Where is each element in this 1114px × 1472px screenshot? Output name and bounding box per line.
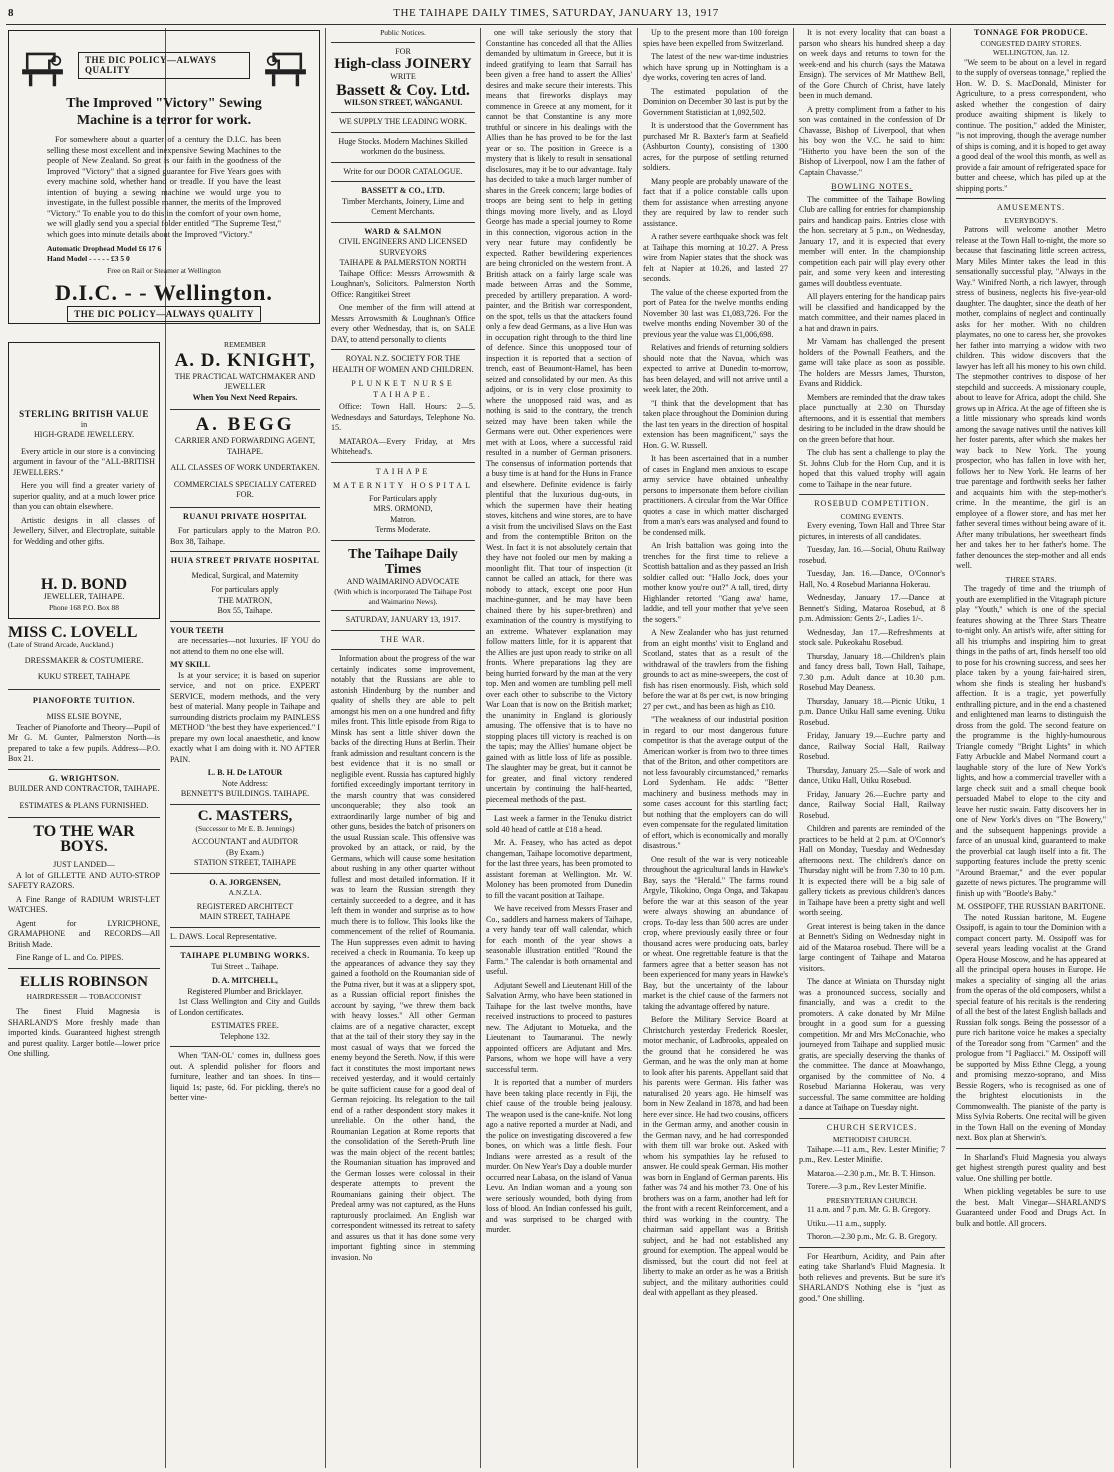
article-text: An Irish battalion was going into the trenches for the first time to relieve a Scottish battalion and as they passed an Irish soldier called out: "Hallo Jock, does your mother know you're out?" A tall, tired, dirty Highlander retorted "Gang awa' hame, laddie, and tell your mother that ye've seen the sogers." — [643, 541, 788, 624]
article-text: The value of the cheese exported from the port of Patea for the twelve months ending November 30 last was £1,083,726. For the twelve months ending November 30 of the previous year the value was £1,006,698. — [643, 287, 788, 339]
daws-representative: L. DAWS. Local Representative. — [170, 931, 277, 941]
bassett2-trade: Timber Merchants, Joinery, Lime and Cement Merchants. — [342, 196, 464, 216]
rosebud-event: Thursday, January 25.—Sale of work and dance, Utiku Hall, Utiku Rosebud. — [799, 765, 945, 785]
warboys-item: Fine Range of L. and Co. PIPES. — [16, 953, 124, 962]
column-3 — [331, 28, 475, 1468]
warboys-item: A lot of GILLETTE AND AUTO-STROP SAFETY RAZORS. — [8, 870, 160, 890]
article-text: One result of the war is very noticeable throughout the agricultural lands in Hawke's Bay, says the "Herald." The farms round Argyle, Tikokino, Onga Onga, and Takapau before the war at this season of the year were always showing an abundance of crops. To-day less than 500 acres are under crop, where previously easily three or four thousand acres were producing oats, barley or wheat. One regrettable feature is that the farmers agree that a better season has not been experienced for many years in Hawke's Bay, but the uncertainty of the labour market is the chief cause of the farmers not taking the advantage offered by nature. — [643, 854, 788, 1011]
article-text: Many people are probably unaware of the fact that if a police constable calls upon them for assistance when arresting anyone they are required by law to render such assistance. — [643, 176, 788, 228]
article-text: A pretty compliment from a father to his son was contained in the confession of Dr Chavasse, Bishop of Liverpool, that when his boy won the V.C. he said to him: "Hitherto you have been the son of the Bishop of Liverpool, now I am the father of Captain Chavasse." — [799, 104, 945, 177]
ruanui-heading: RUANUI PRIVATE HOSPITAL — [183, 511, 307, 521]
bowling-text: The committee of the Taihape Bowling Club are calling for entries for championship pairs and handicap pairs. Entries close with the hon. secretary at 5 p.m., on Wednesday, January 17, and it is expected that every member will enter. In the championship competition each pair will play every other pair, and some very keen and interesting games will doubtless eventuate. — [799, 194, 945, 288]
bassett2-name: BASSETT & CO., LTD. — [361, 186, 445, 195]
ward-salmon-name: WARD & SALMON — [364, 226, 442, 236]
column-1 — [8, 340, 160, 1468]
bond-in: in — [80, 419, 88, 429]
sewing-machine-icon — [17, 41, 68, 89]
jorgensen-anzia: A.N.Z.I.A. — [228, 888, 262, 897]
rosebud-event: Friday, January 19.—Euchre party and dance, Railway Social Hall, Railway Rosebud. — [799, 731, 945, 761]
bond-trade: JEWELLER, TAIHAPE. — [43, 592, 125, 601]
ellis-name: ELLIS ROBINSON — [20, 973, 148, 990]
ellis-text: The finest Fluid Magnesia is SHARLAND'S More freshly made than imported kinds. Guaranteed highest strength and purest quality. Larger bottle—lower price One shilling. — [8, 1007, 160, 1058]
jorgensen-name: O. A. JORGENSEN, — [209, 877, 281, 887]
dic-policy-label: THE DIC POLICY—ALWAYS QUALITY — [78, 52, 250, 79]
article-text: It is reported that a number of murders have been taking place recently in Fiji, the chief cause of the trouble being jealousy. The weapon used is the cane-knife. Not long ago a native reported a murder at Nadi, and the police on investigating discovered a few bones, on which was a little flesh. Four Indians were arrested as a result of the murder. On New Year's Day a double murder occurred near Labasa, on the island of Vanua Levu. An Indian woman and a young son were seriously wounded, both dying from loss of blood. An Indian confessed his guilt, and was surprised to be charged with murder. — [486, 1078, 632, 1234]
bowling-text: Mr Varnam has challenged the present holders of the Pownall Feathers, and the game will take place as soon as possible. The holders are Messrs James, Thurston, Evans and Riddick. — [799, 337, 945, 388]
column-rule — [950, 28, 951, 1468]
sharland-advert: In Sharland's Fluid Magnesia you always get highest strength purest quality and best value. One shilling per bottle. — [956, 1152, 1106, 1183]
bowling-text: Members are reminded that the draw takes place punctually at 2.30 on Thursday afternoons, and it is essential that members desiring to be included in the draw should be on the green before that hour. — [799, 392, 945, 444]
tonnage-subheading: CONGESTED DAIRY STORES. — [980, 38, 1082, 48]
sewing-machine-icon — [260, 41, 311, 89]
rosebud-event: Thursday, January 18.—Children's plain and fancy dress ball, Town Hall, Taihape, 7.30 p.m. Adult dance at 10.30 p.m. Rosebud May Deaness. — [799, 651, 945, 692]
joinery-heading: High-class JOINERY — [334, 56, 472, 72]
masters-trade: ACCOUNTANT and AUDITOR — [191, 837, 299, 846]
bassett-catalogue: Write for our DOOR CATALOGUE. — [343, 166, 463, 176]
vinegar-advert: When pickling vegetables be sure to use the best. Malt Vinegar—SHARLAND'S Guaranteed under Food and Drugs Act. In bulk and bottle. All grocers. — [956, 1187, 1106, 1228]
sharland-advert: For Heartburn, Acidity, and Pain after eating take Sharland's Fluid Magnesia. It both relieves and prevents. But be sure it's SHARLAND'S Nothing else is "just as good." One shilling. — [799, 1251, 945, 1303]
jorgensen-trade: REGISTERED ARCHITECT — [196, 901, 294, 911]
church-service: Taihape.—11 a.m., Rev. Lester Minifie; 7 p.m., Rev. Lester Minifie. — [799, 1144, 945, 1164]
article-text: It is understood that the Government has purchased Mr R. Baxter's farm at Seafield (Ashburton County), consisting of 1300 acres, for the purpose of settling returned soldiers. — [643, 121, 788, 172]
column-6 — [799, 28, 945, 1468]
bond-subheading: HIGH-GRADE JEWELLERY. — [33, 430, 135, 439]
times-heading: The Taihape Daily Times — [348, 546, 458, 577]
dic-banner-top — [17, 41, 311, 89]
knight-remember: REMEMBER — [223, 340, 267, 349]
methodist-heading: METHODIST CHURCH. — [832, 1135, 912, 1144]
war-text: Information about the progress of the war certainly indicates some improvement, notably that the Russians are able to astonish Hindenburg by the number and quality of shells they are able to pelt amongst his men on a one hundred and fifty miles front. This little episode from Riga to Minsk has sent a little shiver down the backs of the directing Huns at Berlin. Their frank admission and resultant concern is the best evidence that it is no small or negligible event. Russia has captured highly fortified exceedingly important territory in the marsh country that was considered unconquerable; they also took an extraordinarily large number of big and other guns, besides the batch of prisoners on the usual Russian scale. This offensive was provoked by an attack, or raid, by the Germans, which will cause some hesitation about rushing in any other quarter without fullest and most detailed information. If it was to learn the Russian strength they certainly succeeded to a degree, and it has left them in wonder and surprise as to how much there is to follow. This looks like the commencement of the relief of Roumania. The Hun suppresses even admit to having received a check in Roumania. To keep up the appearances of advance they say they gained a foothold on the Roumanian side of the Putna river, but it was at a slippery spot, as a Russian official report finishes the account by saying, "we threw them back with heavy losses." All other German claims are of a negative character, except that at the tail of their story they say in the most casual of ways that we forced the enemy beyond the Sereth. Now, if this were fact it constitutes the most important news received yesterday, and it would certainly be quite sufficient cause for a good deal of German rejoicing. Its relegation to the tail end of a rather despondent story makes it unreliable. On the other hand, the Roumanian Legation at Rome reports that the consolidation of the Sereth-Pruth line was the main object of the recent battles; the Roumanian situation has improved and the German losses were colossal in their desperate attempts to prevent the Roumanians gaining their object. The Predeal army was not captured, as the Huns rapturously proclaimed. An English war correspondent witnessed its retreat to safety and assures us that it has done some very important fighting since in stemming invasion. No — [331, 654, 475, 1262]
rosebud-text: The dance at Winiata on Thursday night was a pronounced success, socially and financially, and was a credit to the promoters. A cake donated by Mr Milne brought in a good sum for a guessing competition. Mr and Mrs McConachie, who journeyed from Taihape and supplied music gratis, are specially deserving the thanks of the committee. The dance at Moawhango, organised by the committee of No. 4 Rosebud Marianna Hokerau, was very successful. The same committee are holding a dance at Taihape on Tuesday night. — [799, 977, 945, 1112]
mitchell-trade: Registered Plumber and Bricklayer. — [187, 986, 303, 996]
begg-commercials: COMMERCIALS SPECIALLY CATERED FOR. — [173, 479, 317, 499]
plumbing-heading: TAIHAPE PLUMBING WORKS. — [180, 951, 310, 960]
column-4 — [486, 28, 632, 1468]
masters-name: C. MASTERS, — [197, 807, 293, 824]
ward-salmon-trade: CIVIL ENGINEERS AND LICENSED SURVEYORS — [338, 237, 468, 257]
presbyterian-heading: PRESBYTERIAN CHURCH. — [826, 1195, 918, 1205]
article-text: one will take seriously the story that Constantine has conceded all that the Allies demanded by ultimatum in Greece, but it is indeed gratifying to learn that Sarrail has been given a free hand to assert the Allies' desires and make secure their interests. This means that fireworks displays may commence in Greece at any moment, for it cannot be that Constantine is any more truthful or sincere in his dealings with the Allies than he has proved to be for the last year or so. The position in Greece is a mystery that is likely to result in sensational disclosures, may it be to our advantage. Italy has decided to take a much larger number of shares in the Greek concern; large bodies of troops are being sent to help in getting things moving more lively, and as Lloyd George has made a special journey to Rome in this connection, vigorous action in the very near future may confidently be expected. Rather bewildering experiences are being chronicled on the western front. A British attack on a fairly large scale was made between Arras and the Somme, preceded by artillery preparation. A word-painter, and the British war correspondent, on the spot, tells us that the attackers found only a few dead Germans, as a live Hun was in occupation right through to the third line of defence. Since this unopposed tour of inspection it is reported that a section of trench, east of Beaumont-Hamel, has been seized and consolidated by our men. As this adjoins, or is in very close proximity to where the unopposed raid was, and as nothing is said to the contrary, the trench seized may have been taken while the Germans were out. Other experiences were met with at Loos, where a successful raid resulted in a number of German prisoners. The consensus of information portends that a busy time is at hand for the Huns in France and elsewhere. Definite evidence is fairly plentiful that the luxurious dug-outs, in which the supermen have their heating stoves, kitchens and wine stores, are to have a visit from the uncivilised Slavs on the East and from the contemptible Briton on the West. In fact it is not absolutely certain that they have not fooled our men by making a moonlight flit. That tour of inspection (it cannot be called an attack, for there was nobody to attack, except one poor Hun machine-gunner, and he may have been chained there by his super-brethren) and examination of the country is mystifying to an extreme. Whatever explanation may follow matters little, for it is apparent that the Allies are just upon ready to strike on all fronts. Where preparations lag they are being hurried forward by the man at the very top. Men and women are tumbling pell mell over each other to subscribe to the Victory War Loan that is now on the British market; the unanimity in England is gloriously amusing. The offensive that is to have no stopping places till victory is reached is on the tapis; may the Allies' humane object be gained with as little loss of life as possible. The slaughter may be great, but it cannot be for greater, and final victory rendered uncertain by continuing the half-hearted, piecemeal methods of the past. — [486, 28, 632, 804]
maternity-name: MRS. ORMOND, — [373, 504, 433, 513]
rosebud-event: Every evening, Town Hall and Three Star pictures, in interests of all candidates. — [799, 521, 945, 541]
times-subheading: AND WAIMARINO ADVOCATE — [346, 576, 460, 586]
teeth-text: are necessaries—not luxuries. IF YOU do not attend to them no one else will. — [170, 636, 320, 656]
jorgensen-address: MAIN STREET, TAIHAPE — [199, 912, 291, 921]
masthead — [6, 4, 1106, 25]
knight-name: A. D. KNIGHT, — [174, 349, 316, 371]
dic-freight: Free on Rail or Steamer at Wellington — [107, 266, 221, 275]
bassett-address: WILSON STREET, WANGANUI. — [343, 97, 463, 107]
masters-address: STATION STREET, TAIHAPE — [193, 858, 297, 867]
rosebud-event: Tuesday, Jan. 16.—Social, Ohutu Railway rosebud. — [799, 545, 945, 565]
joinery-write: WRITE — [390, 72, 416, 81]
article-text: Mr. A. Feasey, who has acted as depot changeman, Taihape locomotive department, for the last three years, has been promoted to assistant foreman at Wellington. Mr. W. Moloney has been promoted from Dunedin to fill the vacant position at Taihape. — [486, 838, 632, 900]
column-rule — [793, 28, 794, 1468]
ossipoff-heading: M. OSSIPOFF, THE RUSSIAN BARITONE. — [956, 902, 1106, 911]
huia-matron: THE MATRON, — [218, 595, 272, 605]
article-text: Before the Military Service Board at Christchurch yesterday Frederick Roesler, motor mechanic, of Ladbrooks, appealed on the ground that he considered he was German, and he was the only man at home to look after his parents. Appellant said that his parents were German. His father was naturalised 20 years ago. He himself was born in New Zealand in 1878, and had been here ever since. He had two cousins, officers in the German army, and another cousin in the German navy, and he had corresponded with them till war broke out. Asked with whom his sympathies lay he refused to answer. He could speak German. His mother was born in England of German parents. His father was 74 and his mother 73. One of his brothers was on a farm, another had left for the front with a recent Reinforcement, and a third was working in the country. The chairman said appellant was a British subject, and he had not established any ground for exemption. The appeal would be dismissed, but the court did not feel at liberty to make an order as he was a British subject, and the military authorities could deal with appellant as they pleased. — [643, 1015, 788, 1297]
piano-text: Teacher of Pianoforte and Theory—Pupil of Mr G. M. Gunter, Palmerston North—is prepared to take a few pupils. Address—P.O. Box 21. — [8, 722, 160, 763]
dic-price-drophead: Automatic Drophead Model £6 17 6 — [47, 244, 162, 253]
rosebud-event: Friday, January 26.—Euchre party and dance, Railway Social Hall, Railway Rosebud. — [799, 789, 945, 820]
masters-successor: (Successor to Mr E. B. Jennings) — [195, 823, 295, 833]
plunket-mataroa: MATAROA—Every Friday, at Mrs Whitehead's. — [331, 436, 475, 456]
wrightson-estimates: ESTIMATES & PLANS FURNISHED. — [19, 800, 149, 810]
church-service: Utiku.—11 a.m., supply. — [807, 1218, 887, 1228]
teeth-heading: YOUR TEETH — [170, 625, 224, 635]
lovell-trade: DRESSMAKER & COSTUMIERE. — [24, 655, 144, 665]
wrightson-trade: BUILDER AND CONTRACTOR, TAIHAPE. — [8, 784, 160, 793]
ossipoff-text: The noted Russian baritone, M. Eugene Ossipoff, is again to tour the Dominion with a compact concert party. M. Ossipoff was for several years leading vocalist at the Grand Opera House Moscow, and he has appeared at all the principal opera houses in Europe. He makes a speciality of singing all the arias from the operas of the old composers, whilst a special feature of his recitals is the rendering of all the best of the latest English ballads and Russian folk songs. Being the possessor of a pure rich baritone voice he makes a specialty of the Toreador song from "Carmen" and the prologue from "I Pagliacci." M. Ossipoff will be supported by Miss Ethne Clegg, a young and promising mezzo-soprano, and Miss Bessie Rogers, who is recognised as one of the brightest elocutionists in the Commonwealth. The pianiste of the party is Miss Sylvia Roberts. One recital will be given in the Town Hall on the evening of Monday next. Box plan at Sherwin's. — [956, 912, 1106, 1142]
article-text: Last week a farmer in the Tenuku district sold 40 head of cattle at £18 a head. — [486, 814, 632, 834]
rosebud-event: Thursday, January 18.—Picnic Utiku, 1 p.m. Dance Utiku Hall same evening. Utiku Rosebud. — [799, 696, 945, 727]
column-7 — [956, 28, 1106, 1468]
rosebud-event: Tuesday, Jan. 16.—Dance, O'Connor's Hall, No. 4 Rosebud Marianna Hokerau. — [799, 569, 945, 589]
skill-heading: MY SKILL — [170, 660, 210, 669]
dic-footer: D.I.C. - - Wellington. — [55, 279, 273, 305]
dic-advert — [8, 28, 320, 328]
column-5 — [643, 28, 788, 1468]
masthead-title: THE TAIHAPE DAILY TIMES, SATURDAY, JANUARY 13, 1917 — [393, 7, 719, 19]
bassett-stocks: Huge Stocks. Modern Machines Skilled workmen do the business. — [338, 136, 468, 156]
huia-subheading: Medical, Surgical, and Maternity — [191, 570, 299, 580]
maternity-town: TAIHAPE — [375, 466, 431, 476]
bond-text: Every article in our store is a convincing argument in favour of the "ALL-BRITISH JEWELLERS." — [13, 446, 155, 477]
bassett-supply: WE SUPPLY THE LEADING WORK. — [339, 117, 467, 126]
bond-name: H. D. BOND — [40, 576, 128, 593]
latoure-name: L. B. H. De LATOUR — [207, 768, 283, 777]
article-text: Up to the present more than 100 foreign spies have been expelled from Switzerland. — [643, 28, 788, 48]
masters-exam: (By Exam.) — [226, 847, 264, 857]
piano-teacher: MISS ELSIE BOYNE, — [46, 712, 122, 721]
rosebud-subheading: COMING EVENTS. — [840, 511, 904, 521]
three-stars-heading: THREE STARS. — [1005, 574, 1057, 584]
column-rule — [480, 28, 481, 1468]
dic-body: For somewhere about a quarter of a century the D.I.C. has been selling these most excellent and inexpensive Sewing Machines to the people of New Zealand. So great is our faith in the goodness of the Improved "Victory" that a signed guarantee for Five Years goes with every machine sold, whether hand or treadle. If you have the least intention of buying a sewing machine we would urge you to investigate, in the fullest possible manner, the merits of the Improved "Victory." To enable you to do this in the comfort of your own home, we will gladly send you a special folder entitled "The Supreme Test," which goes into minute details about the Improved "Victory." — [47, 135, 281, 239]
rosebud-text: Children and parents are reminded of the practices to be held at 2 p.m. at O'Connor's Hall on Monday, Tuesday and Wednesday afternoons next. The children's dance on Thursday night will be from 7.30 to 10 p.m. It is expected there will be a big sale of gallery tickets as previous children's dances in Taihape have been a pretty sight and well worth seeing. — [799, 824, 945, 917]
skill-text: Is at your service; it is based on superior service, and not on price. EXPERT SERVICE, modern methods, and the very best of material. Many people in Taihape and surrounding districts proclaim my PAINLESS METHOD "the best they have experienced." I prepare my own local anaesthetic, and know exactly what I am doing with it. NO AFTER PAIN. — [170, 670, 320, 764]
warboys-item: A Fine Range of RADIUM WRIST-LET WATCHES. — [8, 894, 160, 914]
times-date: SATURDAY, JANUARY 13, 1917. — [345, 615, 461, 624]
tanol-text: When 'TAN-OL' comes in, dullness goes out. A splendid polisher for floors and furniture, leather and tan shoes. In tins—liquid 1s; paste, 6d. For pickling, there's no better vine- — [170, 1051, 320, 1102]
maternity-terms: Terms Moderate. — [375, 525, 431, 534]
maternity-role: Matron. — [390, 514, 416, 524]
bond-text: Here you will find a greater variety of superior quality, and at a much lower price than you can obtain elsewhere. — [13, 481, 155, 511]
joinery-for: FOR — [395, 46, 411, 56]
lovell-previous: (Late of Strand Arcade, Auckland.) — [8, 640, 114, 649]
article-text: "I think that the development that has taken place throughout the Dominion during the last ten years in the direction of hospital extension has been magnificent," says the Hon. G. W. Russell. — [643, 398, 788, 450]
ward-salmon-address: TAIHAPE & PALMERSTON NORTH — [339, 258, 467, 267]
mitchell-telephone: Telephone 132. — [220, 1031, 270, 1041]
times-note: (With which is incorporated The Taihape Post and Waimarino News). — [334, 587, 472, 606]
warboys-item: Agent for LYRICPHONE, GRAMAPHONE and RECORDS—All British Made. — [8, 918, 160, 949]
bassett-name: Bassett & Coy. Ltd. — [336, 81, 470, 99]
begg-name: A. BEGG — [195, 414, 295, 435]
amusements-heading: AMUSEMENTS. — [996, 203, 1066, 212]
page-number: 8 — [8, 7, 14, 19]
maternity-heading: MATERNITY HOSPITAL — [333, 481, 473, 490]
church-service: Mataroa.—2.30 p.m., Mr. B. T. Hinson. — [807, 1168, 936, 1178]
huia-apply: For particulars apply — [211, 585, 279, 594]
amusements-text: Patrons will welcome another Metro release at the Town Hall to-night, the more so because that fascinating little screen actress, Mary Miles Minter takes the lead in this sensationally successful play, "Always in the Way." Winifred North, a rich lawyer, through stress of business, neglects his five-year-old daughter. The daughter, since the death of her mother, complains of neglect and continually asks for her mother. With no children playmates, no one to caress her, she provokes her father into marrying a widow with two children. This widow discovers that the lawyer has left all his money to his own child. The stepmother contrives to dispose of her stepchild and succeeds. A missionary couple, about to leave for Africa, adopt the child. She grows up in Africa. At the age of fifteen she is a little missionary who spreads kind words among the savage natives until the natives kill her foster parents, after which she makes her way back to New York. The young prospector, who has fallen in love with her, follows her to New York. He learns of her true parentage and forthwith seeks her father and acquaints him with the step-mother's crime. In the meantime, the girl is an employee of a flower store, and has met her father several times without being aware of it. After many tribulations, her sweetheart finds her and takes her to her father's home. The father denounces the step-mother and all ends well. — [956, 225, 1106, 570]
knight-trade: THE PRACTICAL WATCHMAKER AND JEWELLER — [174, 371, 316, 391]
huia-heading: HUIA STREET PRIVATE HOSPITAL — [170, 556, 320, 565]
article-text: Adjutant Sewell and Lieutenant Hill of the Salvation Army, who have been stationed in Taihape for the last twelve months, have received instructions to proceed to pastures new. The Adjutant to Motueka, and the Lieutenant to Taumaranui. The newly appointed officers are Adjutant and Mrs. Parsons, whom we hope will have a very successful term. — [486, 980, 632, 1074]
tonnage-heading: TONNAGE FOR PRODUCE. — [974, 28, 1088, 37]
article-text: The latest of the new war-time industries which have sprung up in Nottingham is a dye works, covering ten acres of land. — [643, 52, 788, 82]
bowling-text: The club has sent a challenge to play the St. Johns Club for the Horn Cup, and it is hoped that this valued trophy will again come to Taihape in the near future. — [799, 448, 945, 489]
rosebud-event: Wednesday, January 17.—Dance at Bennett's Siding, Mataroa Rosebud, at 8 p.m. Admission: Gents 2/-, Ladies 1/-. — [799, 593, 945, 623]
plunket-office: Office: Town Hall. Hours: 2—5. Wednesdays and Saturdays, Telephone No. 15. — [331, 402, 475, 432]
ellis-trade: HAIRDRESSER — TOBACCONIST — [26, 991, 142, 1001]
dic-policy-label: THE DIC POLICY—ALWAYS QUALITY — [67, 306, 261, 323]
tonnage-text: "We seem to be about on a level in regard to the supply of overseas tonnage," replied the Hon. W. D. S. MacDonald, Minister for Agriculture, to a press correspondent, who asked whether the congestion of dairy produce awaiting shipment is likely to continue. The position," added the Minister, "is not improving, though the average number of ships is coming, and it is hoped to get away a good deal of the wool this month, as well as provide a fair amount of refrigerated space for butter and cheese, which has piled up at the shipping ports." — [956, 57, 1106, 193]
begg-trade: CARRIER AND FORWARDING AGENT, TAIHAPE. — [174, 436, 316, 456]
article-text: It has been ascertained that in a number of cases in England men anxious to escape army service have obtained unhealthy persons to impersonate them before civilian practitioners. A circular from the War Office quotes a case in which matter discharged from a man's ears was analysed and found to be condensed milk. — [643, 454, 788, 537]
latoure-address: BENNETT'S BUILDINGS. TAIHAPE. — [180, 789, 310, 798]
bond-advert — [8, 342, 160, 619]
rosebud-text: Great interest is being taken in the dance at Bennett's Siding on Wednesday night in aid of the Mataroa rosebud. There will be a large contingent of Taihape and Mataroa visitors. — [799, 921, 945, 973]
public-notices-heading: Public Notices. — [380, 28, 426, 37]
dic-banner-bottom — [17, 306, 311, 323]
war-heading: THE WAR. — [380, 634, 426, 644]
warboys-heading: TO THE WAR BOYS. — [33, 823, 135, 855]
article-text: A New Zealander who has just returned from an eight months' visit to England and Scotland, states that as a result of the withdrawal of the trawlers from the fishing grounds to act as mine-sweepers, the cost of fish has risen enormously. Fish, which sold before the war at 8s per cwt, is now bringing 27 per cwt., and has been as high as £10. — [643, 628, 788, 711]
bowling-heading: BOWLING NOTES. — [831, 182, 913, 191]
column-2 — [170, 340, 320, 1468]
church-service: 11 a.m. and 7 p.m. Mr. G. B. Gregory. — [807, 1205, 931, 1214]
begg-classes: ALL CLASSES OF WORK UNDERTAKEN. — [170, 463, 320, 472]
piano-heading: PIANOFORTE TUITION. — [32, 695, 136, 705]
latoure-note: Note Address: — [221, 778, 269, 788]
column-rule — [325, 28, 326, 1468]
article-text: Relatives and friends of returning soldiers should note that the Navua, which was expected to arrive at Dunedin to-morrow, has been delayed, and will not arrive until a week later, the 20th. — [643, 343, 788, 394]
warboys-landed: JUST LANDED— — [53, 860, 115, 869]
dic-price-hand: Hand Model - - - - - £3 5 0 — [47, 253, 130, 263]
dic-heading: The Improved "Victory" Sewing Machine is a terror for work. — [66, 96, 262, 128]
church-heading: CHURCH SERVICES. — [826, 1122, 918, 1132]
wrightson-name: G. WRIGHTSON. — [48, 773, 120, 783]
bond-heading: STERLING BRITISH VALUE — [19, 409, 149, 419]
article-text: We have received from Messrs Fraser and Co., saddlers and harness makers of Taihape, a very handy tear off wall calendar, which for each month of the year shows a seasonable illustration entitled "Round the Farm." The calendar is both ornamental and useful. — [486, 904, 632, 976]
three-stars-text: The tragedy of time and the triumph of youth are exemplified in the Vitagraph picture play "Youth," which is one of the special features showing at the Three Stars Theatre to-night only. An artist's wife, after sitting for all his triumphs and inspiring him to great things in the paths of art, finds herself too old to pose for his crowning success, and sees her place taken by a young fair-haired siren, whom she finds is stealing her husband's affection. It is a tragic, yet powerfully enthralling picture, and in the end a chastened and enlightened man learns to distinguish the dross from the gold. The second feature on the programme is the highly-humourous Triangle comedy "Bright Lights" in which Fatty Arbuckle and Mabel Normand court a laughable story of the lure of New York's lights, and how a commercial traveller with a large check suit and a small cheque book persuaded Mabel to elope to the city and leave her rustic swain. Fatty discovers her in one of New York's dives on "The Bowery," and the subsequent happenings provide a farce of an unusual kind, guaranteed to make the proverbial cat laugh itself into a fit. The supporting features include the pretty scenic "Around Braemar," and the ever popular gazette of news pictures. The programme will finish up with "Bootle's Baby." — [956, 584, 1106, 898]
bond-contact: Phone 168 P.O. Box 88 — [48, 602, 119, 612]
amusements-subheading: EVERYBODY'S. — [1004, 215, 1058, 225]
article-text: It is not every locality that can boast a parson who shears his hundred sheep a day on week days and returns to town for the week-end and his church (says the Matawa Ensign). The services of Mr Matthew Bell, of the Gore Church of Christ, have lately been in much demand. — [799, 28, 945, 100]
column-rule — [637, 28, 638, 1468]
mitchell-text: 1st Class Wellington and City and Guilds of London certificates. — [170, 997, 320, 1017]
ward-salmon-text: Taihape Office: Messrs Arrowsmith & Loughnan's, Solicitors. Palmerston North Office: Rangitikei Street — [331, 268, 475, 299]
rosebud-event: Wednesday, Jan 17.—Refreshments at stock sale. Pukeokahu Rosebud. — [799, 627, 945, 647]
plunket-heading: PLUNKET NURSE TAIHAPE. — [351, 379, 455, 399]
mitchell-name: D. A. MITCHELL, — [212, 976, 278, 985]
plunket-society: ROYAL N.Z. SOCIETY FOR THE HEALTH OF WOMEN AND CHILDREN. — [332, 354, 474, 374]
bowling-text: All players entering for the handicap pairs will be classified and handicapped by the match committee, and their names placed in a hat and drawn in pairs. — [799, 292, 945, 333]
church-service: Thoron.—2.30 p.m., Mr. G. B. Gregory. — [807, 1232, 937, 1241]
rosebud-heading: ROSEBUD COMPETITION. — [814, 499, 930, 508]
ward-salmon-text: One member of the firm will attend at Messrs Arrowsmith & Loughnan's Office every other Wednesday, that is, on SALE DAY, to attend personally to clients — [331, 303, 475, 344]
article-text: A rather severe earthquake shock was felt at Taihape this morning at 10.27. A Press wire from Napier states that the shock was felt at Napier at 10.26, and lasted 27 seconds. — [643, 232, 788, 283]
article-text: "The weakness of our industrial position in regard to our most dangerous future competitor is that the average output of the American worker is from two to three times that of the Briton, and other competitors are not less favourably circumstanced," remarks Lord Sydenham. He adds: "Better machinery and business methods may in some cases account for this startling fact; but nothing that the employers can do will even compensate for the regulated limitation of effort, which is economically and morally disastrous." — [643, 715, 788, 850]
lovell-name: MISS C. LOVELL — [8, 624, 138, 641]
lovell-address: KUKU STREET, TAIHAPE — [37, 672, 131, 681]
tonnage-dateline: WELLINGTON, Jan. 12. — [992, 48, 1070, 57]
huia-box: Box 55, Taihape. — [217, 606, 273, 615]
article-text: The estimated population of the Dominion on December 30 last is put by the Government Statistician at 1,092,502. — [643, 86, 788, 117]
bond-text: Artistic designs in all classes of Jewellery, Silver, and Electroplate, suitable for Wedding and other gifts. — [13, 515, 155, 546]
mitchell-estimates: ESTIMATES FREE. — [211, 1021, 279, 1030]
knight-when: When You Next Need Repairs. — [192, 392, 298, 402]
plumbing-address: Tui Street .. Taihape. — [211, 961, 279, 971]
ruanui-text: For particulars apply to the Matron P.O. Box 38, Taihape. — [170, 526, 320, 546]
church-service: Torere.—3 p.m., Rev Lester Minifie. — [807, 1182, 927, 1191]
maternity-apply: For Particulars apply — [369, 493, 437, 503]
